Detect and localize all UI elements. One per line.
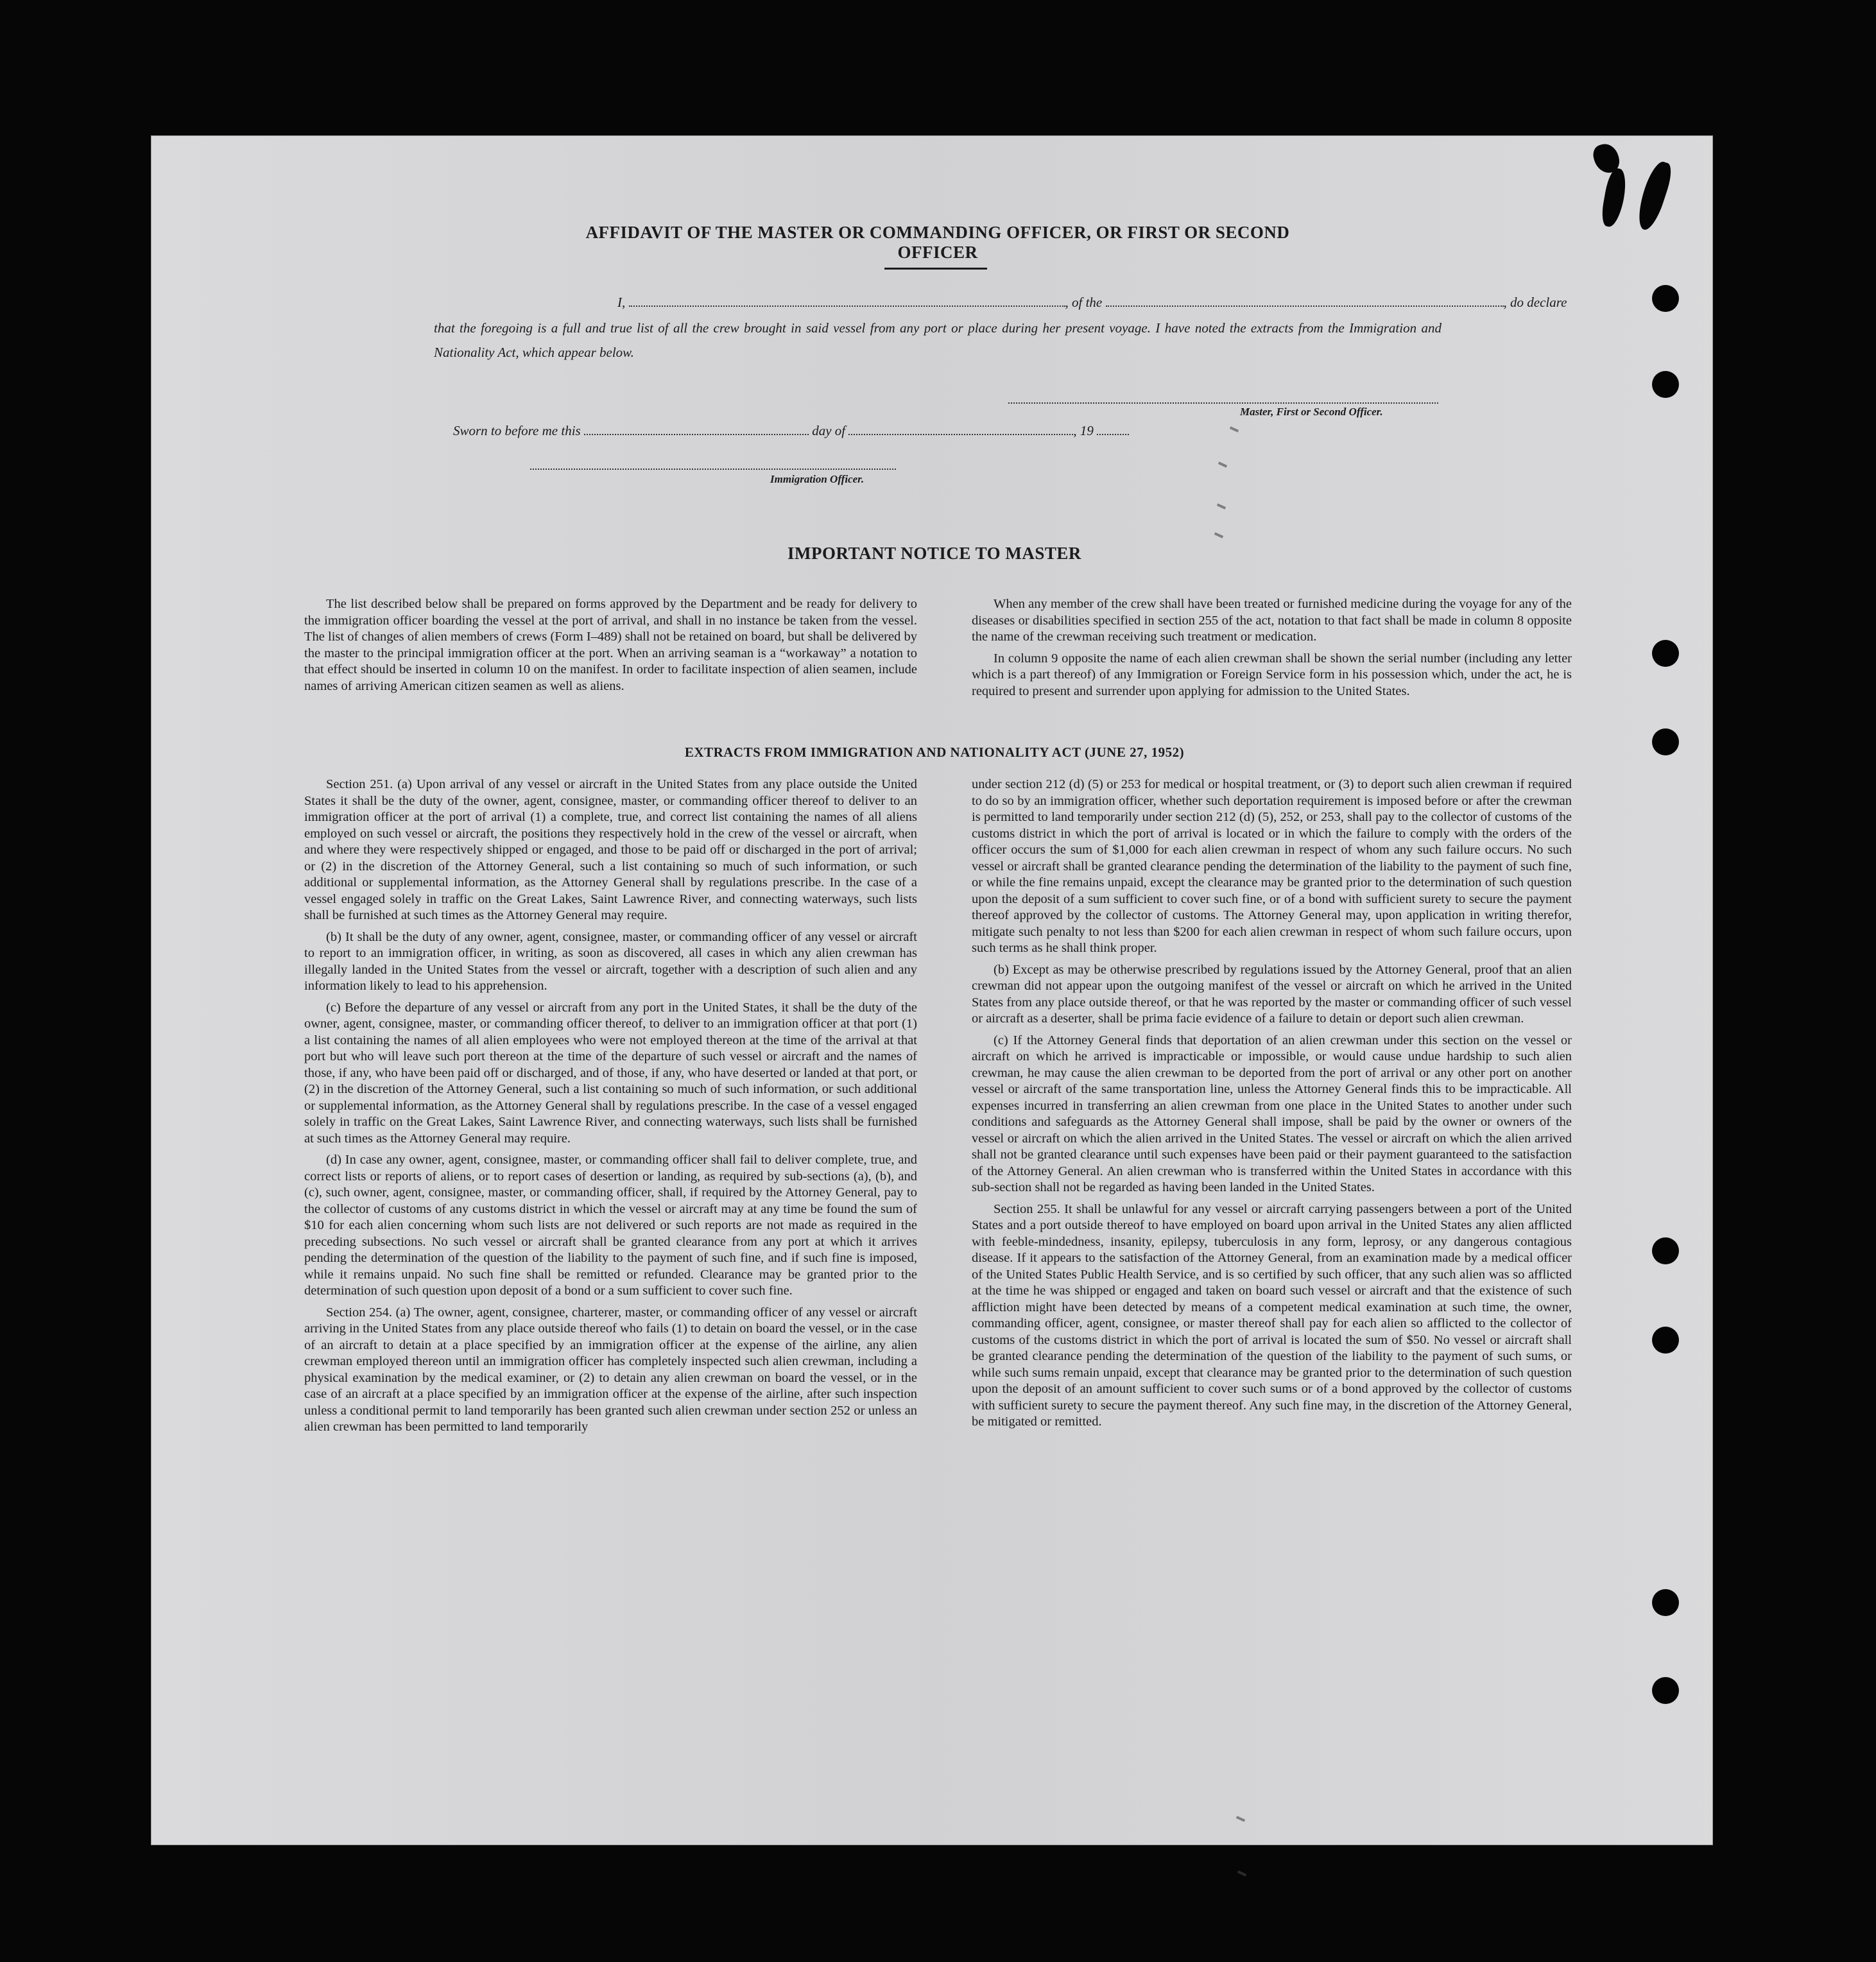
document-page bbox=[151, 136, 1712, 1845]
affidavit-title: AFFIDAVIT OF THE MASTER OR COMMANDING OFFICER, OR FIRST OR SECOND OFFICER bbox=[585, 223, 1290, 262]
section-paragraph: (b) Except as may be otherwise prescribed by regulations issued by the Attorney General, proof that an alien crewman did not appear upon the outgoing manifest of the vessel or aircraft on which he arrived in the United States from any place outside thereof, or that he was reported by the master or commanding officer of such vessel or aircraft as a deserter, shall be prima facie evidence of a failure to detain or deport such alien crewman. bbox=[972, 962, 1572, 1026]
sworn-day-blank[interactable] bbox=[584, 422, 809, 435]
punch-hole bbox=[1652, 1327, 1679, 1354]
punch-hole bbox=[1652, 371, 1679, 398]
punch-hole bbox=[1652, 285, 1679, 312]
decl-do-declare-label: , do declare bbox=[1503, 295, 1567, 310]
punch-hole bbox=[1652, 728, 1679, 755]
sworn-line bbox=[434, 418, 1589, 443]
notice-paragraph: The list described below shall be prepared on forms approved by the Department and be ready for delivery to the immigration officer boarding the vessel at the port of arrival, and shall in no instance be taken from the vessel. The list of changes of alien members of crews (Form I–489) shall not be retained on board, but shall be delivered by the master to the principal immigration officer at the port. When an arriving seaman is a “workaway” a notation to that effect should be inserted in column 10 on the manifest. In order to facilitate inspection of alien seamen, include names of arriving American citizen seamen as well as aliens. bbox=[304, 597, 917, 693]
section-paragraph: (d) In case any owner, agent, consignee, master, or commanding officer shall fail to deliver complete, true, and correct lists or reports of aliens, or to report cases of desertion or landing, as required by sub-sections (a), (b), and (c), such owner, agent, consignee, master, or commanding officer, shall, if required by the Attorney General, pay to the collector of customs of any customs district in which the vessel or aircraft may at any time be found the sum of $10 for each alien concerning whom such lists are not delivered or such reports are not made as required in the preceding subsections. No such vessel or aircraft shall be granted clearance from any port at which it arrives pending the determination of the question of the liability to the payment of such fine, and if such fine is imposed, while it remains unpaid. No such fine shall be remitted or refunded. Clearance may be granted prior to the determination of such question upon deposit of a bond or a sum sufficient to cover such fine. bbox=[304, 1153, 917, 1298]
sworn-prefix: Sworn to before me this bbox=[453, 423, 581, 438]
scan-speck bbox=[1218, 461, 1227, 468]
punch-hole bbox=[1652, 1677, 1679, 1704]
declaration-line bbox=[434, 290, 1589, 314]
master-signature-line[interactable] bbox=[1008, 402, 1438, 404]
declaration-text: that the foregoing is a full and true list of all the crew brought in said vessel from any port or place during her present voyage. I have noted the extracts from the Immigration and Nationality Act, which appear below. bbox=[434, 320, 1441, 360]
extracts-right-column bbox=[972, 777, 1572, 1436]
section-paragraph: Section 251. (a) Upon arrival of any vessel or aircraft in the United States from any place outside the United States it shall be the duty of the owner, agent, consignee, master, or commanding officer thereof to deliver to an immigration officer at the port of arrival (1) a complete, true, and correct list containing the names of all aliens employed on such vessel or aircraft, the positions they respectively hold in the crew of the vessel or aircraft, when and where they were respectively shipped or engaged, and those to be paid off or discharged in the port of arrival; or (2) in the discretion of the Attorney General, such a list containing so much of such information, or such additional or supplemental information, as the Attorney General shall by regulations prescribe. In the case of a vessel engaged solely in traffic on the Great Lakes, Saint Lawrence River, and connecting waterways, such lists shall be furnished at such times as the Attorney General may require. bbox=[304, 777, 917, 922]
scan-speck bbox=[1217, 503, 1226, 510]
sworn-month-blank[interactable] bbox=[848, 422, 1073, 435]
master-signature-label: Master, First or Second Officer. bbox=[1240, 406, 1383, 418]
scan-speck bbox=[1214, 532, 1223, 538]
notice-paragraph: When any member of the crew shall have been treated or furnished medicine during the voyage for any of the diseases or disabilities specified in section 255 of the act, notation to that fact shall be made in column 8 opposite the name of the crewman receiving such treatment or medication. bbox=[972, 597, 1572, 644]
title-underline bbox=[884, 268, 987, 270]
section-paragraph: (c) Before the departure of any vessel or aircraft from any port in the United States, it shall be the duty of the owner, agent, consignee, master, or commanding officer thereof, to deliver to an immigration officer at that port (1) a list containing the names of all alien employees who were not employed thereon at the time of the arrival at that port but who will leave such port thereon at the time of the departure of such vessel or aircraft and the names of those, if any, who have been paid off or discharged, and of those, if any, who have deserted or landed at that port, or (2) in the discretion of the Attorney General, such a list containing so much of such information, or such additional or supplemental information, as the Attorney General shall by regulations prescribe. In the case of a vessel engaged solely in traffic on the Great Lakes, Saint Lawrence River, and connecting waterways, such lists shall be furnished at such times as the Attorney General may require. bbox=[304, 1000, 917, 1146]
section-paragraph: under section 212 (d) (5) or 253 for medical or hospital treatment, or (3) to deport such alien crewman if required to do so by an immigration officer, whether such deportation requirement is imposed before or after the crewman is permitted to land temporarily under section 212 (d) (5), 252, or 253, shall pay to the collector of customs of the customs district in which the port of arrival is located or in which the failure to comply with the orders of the officer occurs the sum of $1,000 for each alien crewman in respect of whom any such failure occurs. No such vessel or aircraft shall be granted clearance pending the determination of the liability to the payment of such fine, or while the fine remains unpaid, except the clearance may be granted prior to the determination of such question upon the deposit of a sum sufficient to cover such fine, or of a bond with sufficient surety to secure the payment thereof approved by the collector of customs. The Attorney General may, upon application in writing therefor, mitigate such penalty to not less than $200 for each alien crewman in respect of whom such failure occurs, upon such terms as he shall think proper. bbox=[972, 777, 1572, 955]
scan-speck bbox=[1236, 1816, 1245, 1822]
section-paragraph: Section 254. (a) The owner, agent, consignee, charterer, master, or commanding officer of any vessel or aircraft arriving in the United States from any place outside thereof who fails (1) to detain on board the vessel, or in the case of an aircraft to detain at a place specified by an immigration officer at the expense of the airline, any alien crewman employed thereon until an immigration officer has completely inspected such alien crewman, including a physical examination by the medical examiner, or (2) to detain any alien crewman on board the vessel, or in the case of an aircraft at a place specified by an immigration officer at the expense of the airline, after such inspection unless a conditional permit to land temporarily has been granted such alien crewman under section 252 or unless an alien crewman has been permitted to land temporarily bbox=[304, 1305, 917, 1434]
section-paragraph: (b) It shall be the duty of any owner, agent, consignee, master, or commanding officer of any vessel or aircraft to report to an immigration officer, in writing, as soon as discovered, all cases in which any alien crewman has illegally landed in the United States from the vessel or aircraft, together with a description of such alien and any information likely to lead to his apprehension. bbox=[304, 929, 917, 993]
notice-right-column bbox=[972, 596, 1572, 705]
section-paragraph: Section 255. It shall be unlawful for any vessel or aircraft carrying passengers between a port of the United States and a port outside thereof to have employed on board upon arrival in the United States any alien afflicted with feeble-mindedness, insanity, epilepsy, tuberculosis in any form, leprosy, or any dangerous contagious disease. If it appears to the satisfaction of the Attorney General, from an examination made by a medical officer of the United States Public Health Service, and is so certified by such officer, that any such alien was so afflicted at the time he was shipped or engaged and taken on board such vessel or aircraft and that the existence of such affliction might have been detected by means of a competent medical examination at such time, the owner, commanding officer, agent, consignee, or master thereof shall pay for each alien so afflicted to the collector of customs of the customs district in which the port of arrival is located the sum of $50. No vessel or aircraft shall be granted clearance pending the determination of the question of the liability to the payment of such sums, or while such sums remain unpaid, except that clearance may be granted prior to the determination of such question upon the deposit of an amount sufficient to cover such sums or of a bond approved by the collector of customs with sufficient surety to secure the payment thereof. Any such fine may, in the discretion of the Attorney General, be mitigated or remitted. bbox=[972, 1201, 1572, 1429]
sworn-year: , 19 bbox=[1073, 423, 1094, 438]
notice-title: IMPORTANT NOTICE TO MASTER bbox=[787, 544, 1081, 563]
punch-hole bbox=[1652, 640, 1679, 667]
notice-left-column bbox=[304, 596, 917, 700]
vessel-blank[interactable] bbox=[1106, 294, 1504, 307]
punch-hole bbox=[1652, 1237, 1679, 1264]
notice-paragraph: In column 9 opposite the name of each alien crewman shall be shown the serial number (including any letter which is a part thereof) of any Immigration or Foreign Service form in his possession which, under the act, he is required to present and surrender upon applying for admission to the United States. bbox=[972, 651, 1572, 698]
officer-signature-line[interactable] bbox=[530, 469, 896, 470]
name-blank[interactable] bbox=[629, 294, 1065, 307]
punch-hole bbox=[1652, 1589, 1679, 1616]
officer-signature-label: Immigration Officer. bbox=[770, 473, 865, 485]
sworn-day-of: day of bbox=[812, 423, 846, 438]
section-paragraph: (c) If the Attorney General finds that deportation of an alien crewman under this section on the vessel or aircraft on which he arrived is impracticable or impossible, or would cause undue hardship to such alien crewman, he may cause the alien crewman to be deported from the port of arrival or any other port on another vessel or aircraft of the same transportation line, unless the Attorney General finds this to be impracticable. All expenses incurred in transferring an alien crewman from one place in the United States to another under such conditions and safeguards as the Attorney General shall impose, shall be paid by the owner or owners of the vessel or aircraft on which the alien arrived in the United States. The vessel or aircraft on which the alien arrived shall not be granted clearance until such expenses have been paid or their payment guaranteed to the satisfaction of the Attorney General. An alien crewman who is transferred within the United States in accordance with this sub-section shall not be regarded as having been landed in the United States. bbox=[972, 1033, 1572, 1194]
scan-speck bbox=[1237, 1870, 1246, 1877]
decl-of-the-label: , of the bbox=[1065, 295, 1103, 310]
extracts-left-column bbox=[304, 777, 917, 1441]
sworn-year-blank[interactable] bbox=[1097, 422, 1129, 435]
decl-i-label: I, bbox=[617, 295, 626, 310]
extracts-title: EXTRACTS FROM IMMIGRATION AND NATIONALITY ACT (JUNE 27, 1952) bbox=[684, 744, 1185, 760]
